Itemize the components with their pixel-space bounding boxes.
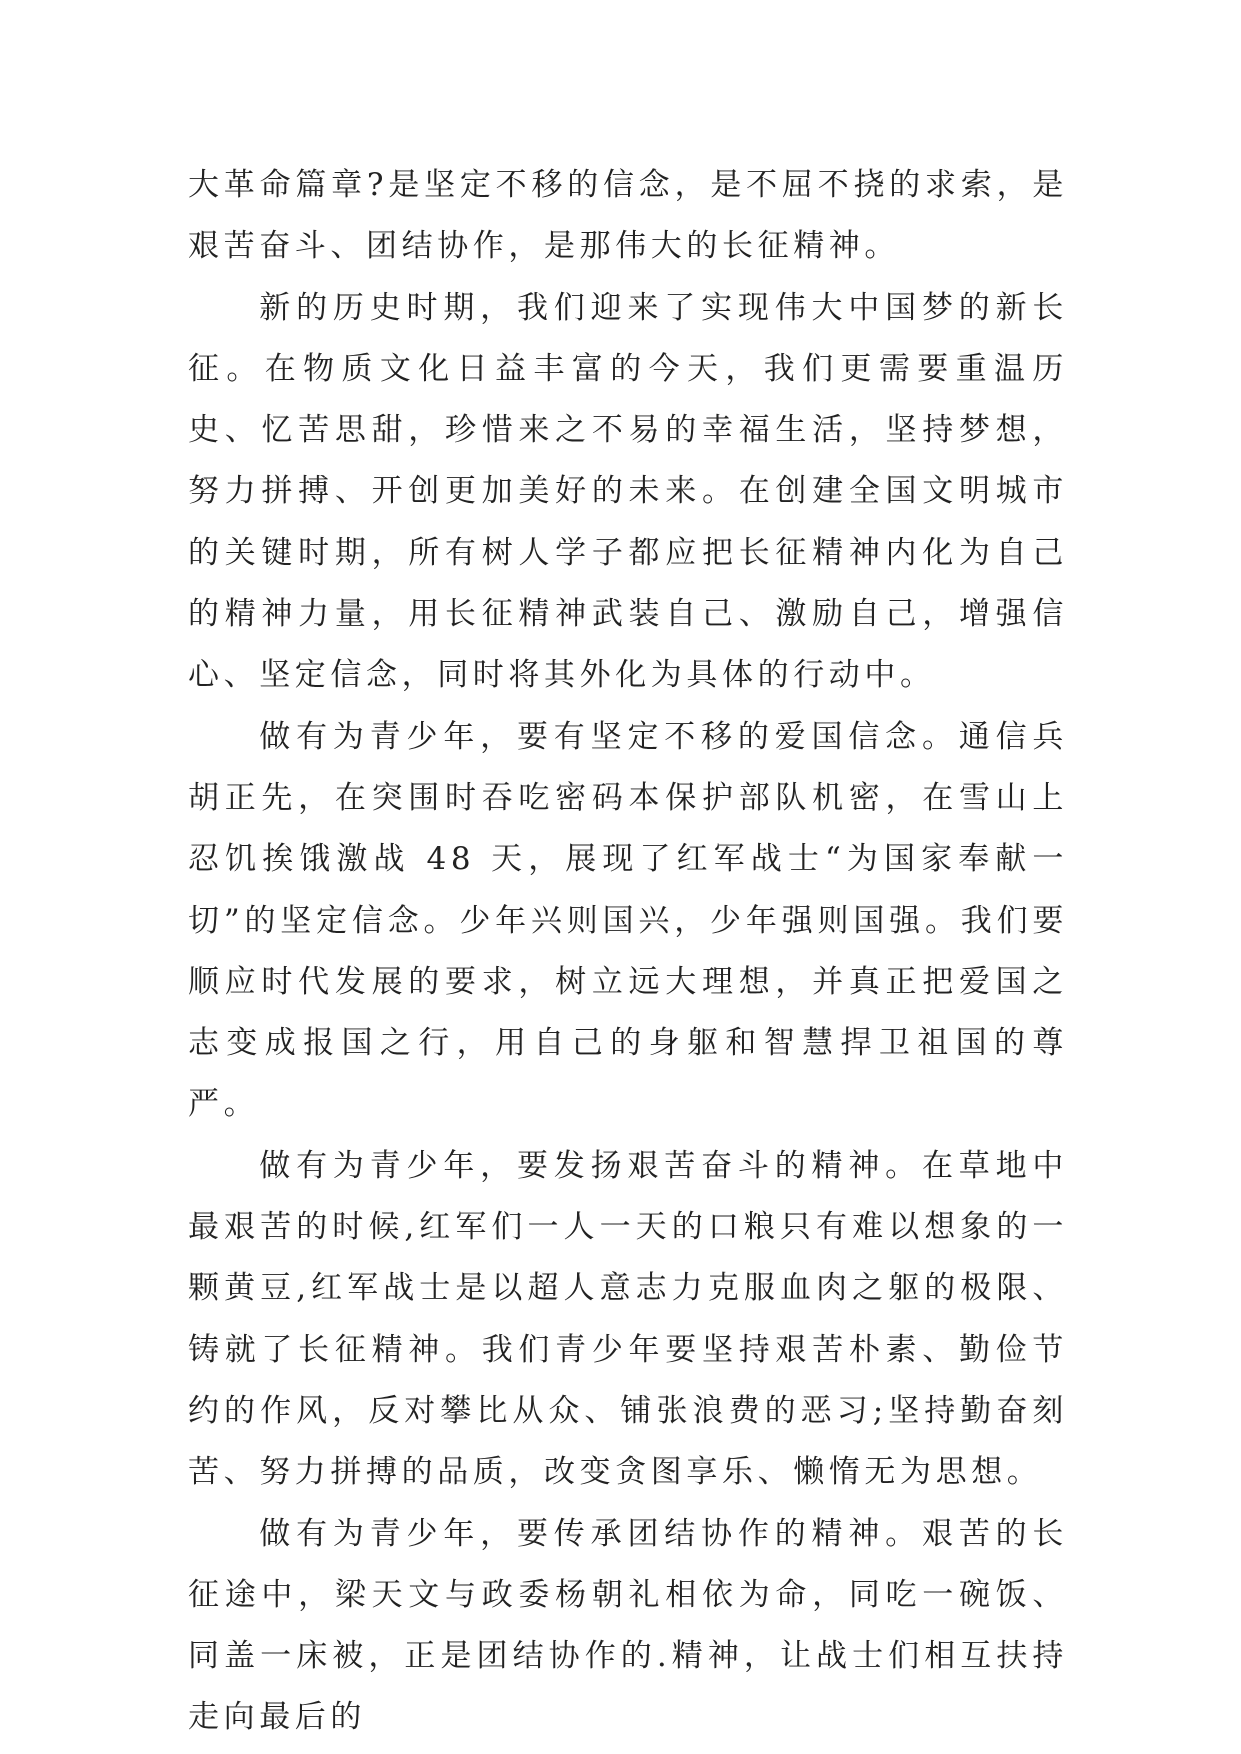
paragraph-1: 大革命篇章?是坚定不移的信念，是不屈不挠的求索，是艰苦奋斗、团结协作，是那伟大的长征精神。 (188, 167, 1068, 265)
document-body (188, 155, 1068, 1749)
paragraph-5: 做有为青少年，要传承团结协作的精神。艰苦的长征途中，梁天文与政委杨朝礼相依为命，同吃一碗饭、同盖一床被，正是团结协作的.精神，让战士们相互扶持走向最后的 (188, 1515, 1068, 1736)
paragraph-2: 新的历史时期，我们迎来了实现伟大中国梦的新长征。在物质文化日益丰富的今天，我们更需要重温历史、忆苦思甜，珍惜来之不易的幸福生活，坚持梦想，努力拼搏、开创更加美好的未来。在创建全国文明城市的关键时期，所有树人学子都应把长征精神内化为自己的精神力量，用长征精神武装自己、激励自己，增强信心、坚定信念，同时将其外化为具体的行动中。 (188, 289, 1068, 694)
paragraph-4: 做有为青少年，要发扬艰苦奋斗的精神。在草地中最艰苦的时候,红军们一人一天的口粮只有难以想象的一颗黄豆,红军战士是以超人意志力克服血肉之躯的极限、铸就了长征精神。我们青少年要坚持艰苦朴素、勤俭节约的作风，反对攀比从众、铺张浪费的恶习;坚持勤奋刻苦、努力拼搏的品质，改变贪图享乐、懒惰无为思想。 (188, 1147, 1068, 1491)
paragraph-3: 做有为青少年，要有坚定不移的爱国信念。通信兵胡正先，在突围时吞吃密码本保护部队机密，在雪山上忍饥挨饿激战 48 天，展现了红军战士“为国家奉献一切”的坚定信念。少年兴则国兴，少年强则国强。我们要顺应时代发展的要求，树立远大理想，并真正把爱国之志变成报国之行，用自己的身躯和智慧捍卫祖国的尊严。 (188, 718, 1068, 1123)
